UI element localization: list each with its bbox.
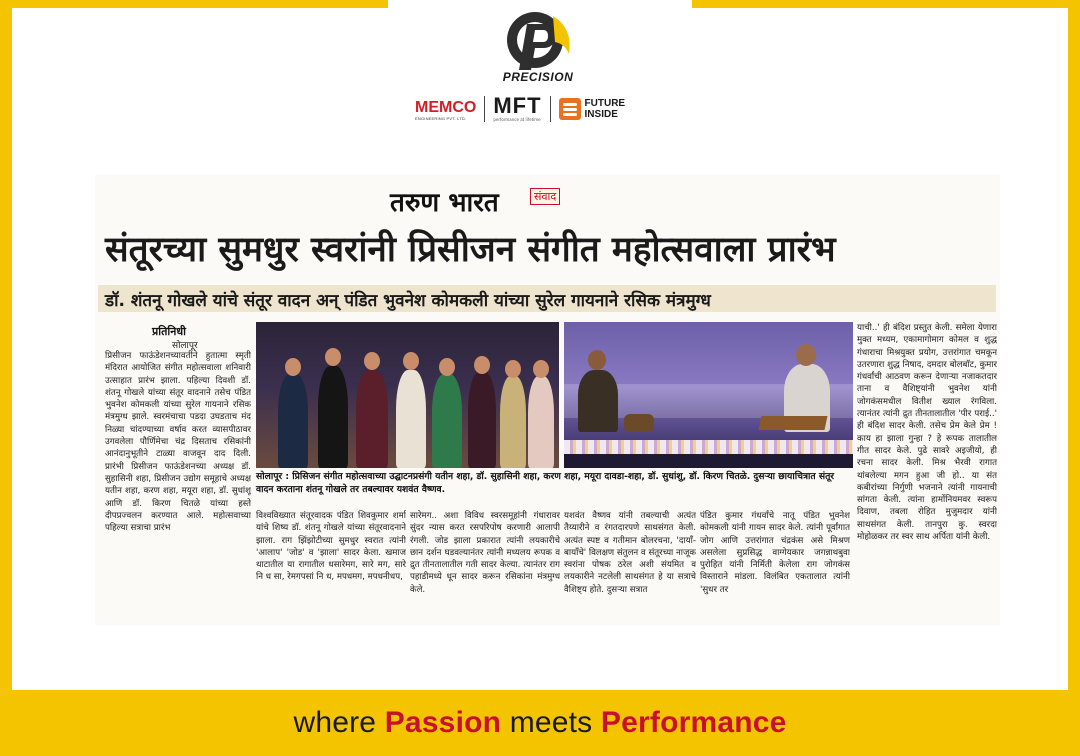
person-figure [500, 376, 526, 468]
person-figure [396, 370, 426, 468]
right-accent-border [1068, 8, 1080, 690]
person-head [439, 358, 455, 376]
santoor-instrument [759, 416, 828, 430]
person-head [285, 358, 301, 376]
tabla-drums [624, 414, 654, 432]
article-byline: प्रतिनिधी [152, 325, 186, 338]
stage-floor [564, 454, 853, 468]
brand-divider [550, 96, 551, 122]
article-subheadline: डॉ. शंतनू गोखले यांचे संतूर वादन अन् पंडित भुवनेश कोमकली यांच्या सुरेल गायनाने रसिक मंत्रमुग्ध [105, 291, 711, 311]
left-accent-border [0, 8, 12, 690]
person-head [505, 360, 521, 378]
masthead-badge: संवाद [530, 188, 560, 205]
mft-logo [493, 92, 542, 122]
article-dateline: सोलापूर [172, 341, 198, 351]
newspaper-masthead: तरुण भारत [390, 188, 499, 218]
top-accent-bar-left [0, 0, 388, 8]
photo-caption: सोलापूर : प्रिसिजन संगीत महोत्सवाच्या उद्घाटनप्रसंगी यतीन शहा, डॉ. सुहासिनी शहा, करण शहा, मयूरा दावडा-शहा, डॉ. सुधांशु, डॉ. किरण चितळे. दुसऱ्या छायाचित्रात संतूर वादन करताना शंतनू गोखले तर तबल्यावर यशवंत वैष्णव. [256, 471, 835, 495]
future-inside-line1: FUTURE [584, 98, 626, 109]
person-figure [468, 372, 496, 468]
person-head [325, 348, 341, 366]
person-figure [528, 376, 554, 468]
person-head [474, 356, 490, 374]
person-head [403, 352, 419, 370]
inauguration-photo [256, 322, 559, 468]
future-inside-logo [585, 98, 626, 120]
person-head [364, 352, 380, 370]
memco-logo [415, 97, 476, 121]
article-column-4: यशवंत वैष्णव यांनी तबल्याची अत्यंत तैय्यारीने व रंगतदारपणे साथसंगत केली. अत्यंत स्पष्ट व गतीमान बोलरचना, 'दायाँ-बायाँचे' विलक्षण संतुलन व संतूरच्या नाजूक स्वरांना पोषक ठरेल अशी संयमित व लयकारीने नटलेली साथसंगत हे या सत्राचे वैशिष्ट्य होते. दुसऱ्या सत्रात [564, 511, 696, 595]
person-figure [356, 370, 388, 468]
brand-divider [484, 96, 485, 122]
mft-label: MFT [493, 92, 542, 118]
tagline-word-performance: Performance [600, 706, 787, 739]
stage-flower-border [564, 440, 853, 454]
future-inside-line2: INSIDE [584, 109, 618, 120]
tagline-word-passion: Passion [384, 706, 502, 739]
memco-label: MEMCO [415, 99, 477, 116]
mft-sub-label: performance at lifetime [493, 116, 541, 122]
person-figure [278, 374, 308, 468]
top-accent-bar-right [692, 0, 1080, 8]
memco-sub-label: ENGINEERING PVT. LTD. [415, 116, 467, 121]
precision-logo-icon [495, 8, 585, 78]
article-column-2: विश्वविख्यात संतूरवादक पंडित शिवकुमार शर्मा यांचे शिष्य डॉ. शंतनू गोखले यांच्या संतूरवादनाने झाला. राग झिंझोटीच्या सुमधुर स्वरात त्यांनी 'आलाप' 'जोड' व 'झाला' सादर केला. खमाज थाटातील या रागातील धसारेमग, सारे मग, सारे नि ध सा, रेमगपसां नि ध, मपधमग, मपधनीधप, [256, 511, 406, 583]
footer-tagline [293, 706, 786, 740]
article-column-5: पंडित कुमार गंधर्वांचे नातू पंडित भुवनेश कोमकली यांनी गायन सादर केले. त्यांनी पूर्वांगात जोग आणि उत्तरांगात चंद्रकंस असे मिश्रण असलेला सुप्रसिद्ध वाग्गेयकार जगन्नाथबुवा पुरोहित यांनी निर्मिती केलेला राग जोगकंस विस्ताराने मांडला. विलंबित एकतालात त्यांनी 'सुधर तर [700, 511, 850, 595]
article-column-3: सारेमग.. अशा विविध स्वरसमूहांनी गंधारावर सुंदर न्यास करत रसपरिपोष करणारी आलापी रंगली. जोड झाला प्रकारात त्यांनी लयकारीचे छान दर्शन घडवल्यानंतर त्यांनी मध्यलय रूपक व द्रुत तीनतालातील गती सादर केल्या. त्यानंतर राग पहाडीमध्ये धून सादर करून रसिकांना मंत्रमुग्ध केले. [410, 511, 560, 595]
santoor-player-head [796, 344, 816, 366]
footer-tagline-bar [0, 690, 1080, 756]
future-inside-icon [559, 98, 581, 120]
tabla-player-head [588, 350, 606, 370]
article-column-1: प्रिसीजन फाऊंडेशनच्यावतीने हुतात्मा स्मृती मंदिरात आयोजित संगीत महोत्सवाला शनिवारी उत्साहात प्रारंभ झाला. पहिल्या दिवशी डॉ. शंतनू गोखले यांच्या संतूर वादनाने तसेच पंडित भुवनेश कोमकली यांच्या सुरेल गायनाने रसिक मंत्रमुग्ध झाले. स्वरमंचाचा पडदा उघडताच मंद निळ्या चांदण्याच्या वर्षाव करत व्यासपीठावर उगवलेला पौर्णिमेचा चंद्र दिसताच रसिकांनी आनंदानुभूतीने टाळ्या वाजवून दाद दिली. प्रारंभी प्रिसीजन फाऊंडेशनच्या अध्यक्ष डॉ. सुहासिनी शहा, प्रिसीजन उद्योग समूहाचे अध्यक्ष यतीन शहा, करण शहा, मयूरा शहा, डॉ. सुधांशू आणि डॉ. किरण चितळे यांच्या हस्ते दीपप्रज्वलन करण्यात आले. महोत्सवाच्या पहिल्या सत्राचा प्रारंभ [105, 351, 251, 534]
tagline-word-where: where [293, 706, 385, 739]
precision-wordmark: PRECISION [502, 70, 574, 84]
tagline-word-meets: meets [501, 706, 601, 739]
person-figure [318, 366, 348, 468]
person-head [533, 360, 549, 378]
santoor-performance-photo [564, 322, 853, 468]
tabla-player-figure [578, 370, 618, 432]
article-headline: संतूरच्या सुमधुर स्वरांनी प्रिसीजन संगीत महोत्सवाला प्रारंभ [105, 230, 836, 270]
brand-logos-row [415, 92, 665, 123]
person-figure [432, 374, 462, 468]
article-column-6: याची..' ही बंदिश प्रस्तुत केली. समेला येणारा मुक्त मध्यम, एकामागोमाग कोमल व शुद्ध गंधाराचा मिश्रयुक्त प्रयोग, उत्तरांगात चमकून उतरणारा शुद्ध निषाद, दमदार बोलबॉट, कुमार गंधर्वांची आठवण करून देणाऱ्या नजाकतदार ताना व वैशिष्ट्यांनी भुवनेश यांनी जोगकंसमधील वितीश ख्याल रंगविला. त्यानंतर त्यांनी द्रुत तीनतालातील 'पीर पराई..' ही बंदिश सादर केली. तसेच प्रेम केले प्रेम ! काय हा झाला गुन्हा ? हे रूपक तालातील गीत सादर केले. पुढे सावरे अइजीयो, ही रचना सादर केली. मिश्र भैरवी रागात थांबलेल्या मगन हुआ जी हो.. या संत कबीरांच्या निर्गुणी भजनाने त्यांनी गायनाची सांगता केली. त्यांना हार्मोनियमवर स्वरूप दिवाण, तबला रोहित मुजुमदार यांनी साथसंगत केली. तानपुरा कु. स्वरदा मोहोळकर तर स्वर साथ अर्पिता यांनी केली. [857, 323, 997, 543]
